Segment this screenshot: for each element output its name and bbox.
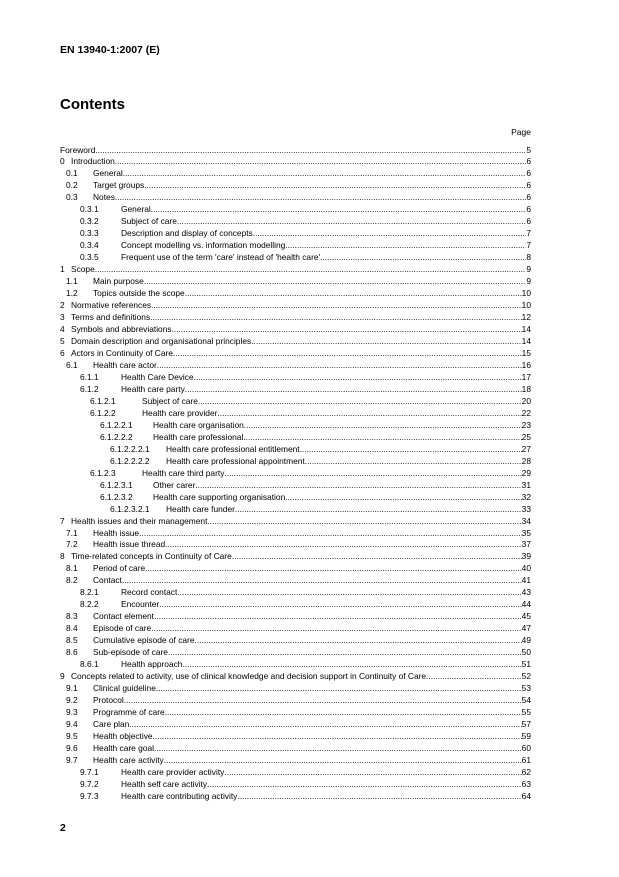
toc-entry-number: 6.1.2.3.1 [100,479,133,490]
toc-entry-number: 8.2 [66,575,78,586]
toc-leader-dots [115,192,526,204]
toc-entry-title: Subject of care [121,216,177,227]
toc-leader-dots [157,360,522,372]
toc-entry-number: 8.2.2 [80,599,99,610]
toc-leader-dots [195,480,521,492]
toc-entry-title: Health care actor [93,359,157,370]
table-of-contents [60,145,531,803]
toc-leader-dots [251,336,522,348]
toc-entry-title: Health issues and their management [71,515,208,526]
toc-entry-title: Health care party [121,383,185,394]
toc-entry-title: Programme of care [93,707,165,718]
toc-entry-title: Health care goal [93,742,154,753]
toc-leader-dots [172,324,522,336]
toc-entry-title: Target groups [93,180,145,191]
toc-entry-title: Health issue thread [93,539,166,550]
toc-entry-page: 63 [521,778,531,789]
toc-entry-number: 9.1 [66,683,78,694]
toc-entry-title: Health care activity [93,754,164,765]
toc-leader-dots [194,372,522,384]
toc-leader-dots [185,288,522,300]
toc-entry[interactable] [60,360,531,372]
toc-entry-page: 47 [521,623,531,634]
toc-entry-number: 9.7.1 [80,766,99,777]
toc-leader-dots [243,432,521,444]
toc-entry-title: Health objective [93,730,153,741]
toc-entry-title: Health issue [93,527,140,538]
toc-entry-title: Other carer [153,479,196,490]
toc-entry-page: 27 [521,443,531,454]
toc-entry-number: 6.1.2.2 [90,407,116,418]
toc-entry-number: 6.1.2.2.2.2 [110,455,150,466]
toc-entry-number: 0.3.5 [80,252,99,263]
toc-entry-number: 9.3 [66,707,78,718]
toc-entry[interactable] [60,300,531,312]
toc-entry[interactable] [60,372,531,384]
toc-entry-page: 28 [521,455,531,466]
toc-leader-dots [123,168,527,180]
toc-entry-page: 6 [526,180,531,191]
toc-entry-page: 43 [521,587,531,598]
toc-leader-dots [207,779,522,791]
toc-entry-number: 3 [60,312,65,323]
toc-leader-dots [164,755,522,767]
toc-entry-number: 5 [60,336,65,346]
toc-entry-title: Contact [93,575,122,586]
toc-leader-dots [156,683,522,695]
toc-leader-dots [232,551,522,563]
toc-entry[interactable] [60,348,531,360]
toc-entry[interactable] [60,180,531,192]
toc-entry[interactable] [60,671,531,683]
toc-entry-title: Terms and definitions [71,312,151,323]
toc-entry-page: 10 [521,288,531,299]
toc-entry[interactable] [60,312,531,324]
toc-entry-title: Symbols and abbreviations [71,324,172,335]
page-number: 2 [60,822,66,834]
toc-leader-dots [95,264,527,276]
toc-entry-number: 8.4 [66,623,78,634]
toc-entry-number: 4 [60,324,65,335]
toc-entry[interactable] [60,731,531,743]
toc-entry-title: Concept modelling vs. information modelling [121,240,286,251]
toc-entry-number: 9.2 [66,695,78,706]
toc-entry-number: 9.7.2 [80,778,99,789]
toc-entry-number: 6.1.2.2.1 [100,419,133,430]
toc-entry-number: 0.2 [66,180,78,191]
toc-entry[interactable] [60,791,531,803]
toc-entry-title: General [121,204,151,215]
toc-entry-title: Description and display of concepts [121,228,253,239]
toc-entry-page: 57 [521,719,531,729]
toc-leader-dots [95,145,526,157]
toc-entry[interactable] [60,623,531,635]
toc-leader-dots [224,767,521,779]
toc-entry-page: 54 [521,695,531,706]
toc-entry[interactable] [60,647,531,659]
toc-entry[interactable] [60,611,531,623]
toc-leader-dots [185,384,522,396]
toc-entry-page: 34 [521,515,531,526]
toc-entry-number: 6.1.2.3 [90,467,116,478]
toc-entry[interactable] [60,216,531,228]
toc-entry-page: 41 [521,575,531,586]
toc-entry[interactable] [60,156,531,168]
toc-entry[interactable] [60,504,531,516]
toc-leader-dots [244,420,522,432]
toc-leader-dots [154,743,522,755]
toc-entry-page: 40 [521,563,531,574]
toc-entry[interactable] [60,192,531,204]
page-column-label: Page [511,127,531,137]
toc-entry-number: 0 [60,156,65,167]
toc-entry-number: 7.1 [66,527,78,538]
toc-entry-number: 9.7 [66,754,78,765]
toc-entry-title: Health approach [121,659,183,670]
toc-leader-dots [207,516,521,528]
toc-entry-number: 7 [60,515,65,526]
toc-entry-number: 6.1.2.1 [90,395,116,406]
toc-entry[interactable] [60,480,531,492]
toc-entry-page: 37 [521,539,531,550]
toc-leader-dots [151,623,521,635]
toc-entry-page: 60 [521,742,531,753]
toc-entry-page: 59 [521,730,531,741]
toc-entry[interactable] [60,659,531,671]
toc-entry-page: 6 [526,192,531,203]
toc-entry-title: Actors in Continuity of Care [71,347,173,358]
toc-entry[interactable] [60,264,531,276]
toc-entry-page: 18 [521,383,531,394]
toc-leader-dots [285,240,526,252]
toc-entry[interactable] [60,444,531,456]
toc-leader-dots [139,528,522,540]
toc-entry-title: Health care contributing activity [121,790,238,801]
toc-entry-title: Contact element [93,611,154,622]
toc-entry-title: Main purpose [93,276,144,287]
toc-entry[interactable] [60,707,531,719]
toc-entry-title: Time-related concepts in Continuity of Care [71,551,232,562]
toc-entry[interactable] [60,743,531,755]
toc-leader-dots [426,671,522,683]
toc-entry[interactable] [60,168,531,180]
toc-entry-title: Cumulative episode of care [93,635,195,646]
toc-entry-number: 6.1 [66,359,78,370]
toc-entry-page: 49 [521,635,531,646]
toc-leader-dots [153,731,522,743]
toc-leader-dots [195,635,522,647]
toc-entry-page: 9 [526,264,531,275]
toc-entry-title: Subject of care [142,395,198,406]
toc-entry[interactable] [60,288,531,300]
toc-entry-page: 62 [521,766,531,777]
toc-entry-page: 44 [521,599,531,610]
toc-entry-page: 29 [521,467,531,478]
toc-entry[interactable] [60,539,531,551]
toc-leader-dots [235,504,522,516]
toc-leader-dots [145,563,522,575]
toc-entry-title: Sub-episode of care [93,647,168,658]
toc-entry[interactable] [60,683,531,695]
toc-entry-page: 7 [526,240,531,251]
toc-entry-page: 15 [521,347,531,358]
toc-entry-number: 7.2 [66,539,78,550]
toc-entry-title: Health care professional appointment [166,455,305,466]
toc-entry-number: 6.1.2.3.2.1 [110,503,150,514]
toc-entry[interactable] [60,563,531,575]
toc-entry[interactable] [60,432,531,444]
toc-entry[interactable] [60,492,531,504]
toc-entry-number: 1.2 [66,288,78,299]
toc-leader-dots [320,252,526,264]
toc-entry-title: Health Care Device [121,371,194,382]
toc-entry-title: Period of care [93,563,146,574]
toc-entry-title: General [93,168,123,179]
toc-entry[interactable] [60,324,531,336]
toc-entry-title: Normative references [71,300,152,311]
toc-entry[interactable] [60,516,531,528]
toc-leader-dots [237,791,521,803]
toc-entry-page: 22 [521,407,531,418]
toc-leader-dots [150,312,522,324]
toc-entry[interactable] [60,695,531,707]
toc-leader-dots [224,468,521,480]
toc-entry-title: Health care provider [142,407,218,418]
toc-entry-title: Health care supporting organisation [153,491,286,502]
toc-entry-title: Concepts related to activity, use of clinical knowledge and decision support in Continuity of Care [71,671,427,682]
toc-entry-title: Care plan [93,719,130,729]
toc-leader-dots [173,348,522,360]
toc-entry-page: 31 [521,479,531,490]
toc-entry-page: 6 [526,156,531,167]
toc-leader-dots [151,204,527,216]
toc-entry[interactable] [60,456,531,468]
toc-leader-dots [165,539,522,551]
toc-entry[interactable] [60,420,531,432]
toc-leader-dots [159,599,521,611]
toc-entry[interactable] [60,384,531,396]
toc-entry-number: 9.4 [66,719,78,729]
toc-leader-dots [253,228,527,240]
toc-entry-page: 51 [521,659,531,670]
toc-entry[interactable] [60,336,531,348]
toc-entry-number: 8.3 [66,611,78,622]
toc-entry-page: 6 [526,204,531,215]
toc-entry[interactable] [60,779,531,791]
toc-entry-number: 1.1 [66,276,78,287]
toc-entry[interactable] [60,228,531,240]
toc-entry-number: 8.6.1 [80,659,99,670]
toc-entry-number: 6.1.1 [80,371,99,382]
toc-leader-dots [151,300,522,312]
toc-entry-number: 6 [60,347,65,358]
toc-entry-page: 55 [521,707,531,718]
toc-entry-number: 9.6 [66,742,78,753]
toc-leader-dots [177,587,521,599]
toc-entry-title: Topics outside the scope [93,288,185,299]
toc-leader-dots [198,396,522,408]
toc-leader-dots [182,659,521,671]
toc-entry-page: 16 [521,359,531,370]
toc-entry-page: 61 [521,754,531,765]
toc-leader-dots [217,408,521,420]
toc-entry-title: Domain description and organisational principles [71,336,252,346]
toc-entry-number: 0.3.4 [80,240,99,251]
toc-leader-dots [122,575,522,587]
toc-entry[interactable] [60,755,531,767]
toc-entry-page: 5 [526,144,531,155]
toc-entry-number: 0.3.1 [80,204,99,215]
toc-entry[interactable] [60,551,531,563]
toc-entry-title: Health care third party [142,467,225,478]
toc-entry-number: 8.2.1 [80,587,99,598]
toc-entry-number: 8.1 [66,563,78,574]
toc-entry[interactable] [60,767,531,779]
toc-entry-page: 7 [526,228,531,239]
toc-entry-number: 9.5 [66,730,78,741]
toc-entry[interactable] [60,719,531,731]
toc-entry-number: 6.1.2.2.2.1 [110,443,150,454]
toc-entry[interactable] [60,468,531,480]
toc-entry[interactable] [60,145,531,157]
toc-entry-title: Health care organisation [153,419,244,430]
document-id: EN 13940-1:2007 (E) [60,44,160,56]
toc-entry-number: 2 [60,300,65,311]
toc-entry-title: Frequent use of the term 'care' instead of 'health care' [121,252,321,263]
toc-entry[interactable] [60,575,531,587]
toc-entry-number: 9 [60,671,65,682]
toc-leader-dots [144,276,527,288]
toc-entry[interactable] [60,599,531,611]
toc-leader-dots [177,216,526,228]
toc-entry-page: 14 [521,336,531,346]
toc-entry-number: 9.7.3 [80,790,99,801]
page-title: Contents [60,96,125,113]
toc-entry-page: 6 [526,216,531,227]
toc-entry-page: 17 [521,371,531,382]
toc-entry-title: Clinical guideline [93,683,156,694]
toc-entry-title: Health care provider activity [121,766,225,777]
toc-entry[interactable] [60,528,531,540]
toc-entry[interactable] [60,204,531,216]
toc-entry-title: Record contact [121,587,178,598]
toc-entry-number: 0.3 [66,192,78,203]
toc-entry[interactable] [60,587,531,599]
toc-entry-page: 14 [521,324,531,335]
toc-leader-dots [300,444,522,456]
toc-entry-title: Encounter [121,599,160,610]
toc-entry-number: 8.6 [66,647,78,658]
toc-entry-page: 50 [521,647,531,658]
toc-entry-page: 45 [521,611,531,622]
toc-entry-page: 12 [521,312,531,323]
toc-entry-number: 0.1 [66,168,78,179]
toc-entry[interactable] [60,635,531,647]
toc-entry-page: 35 [521,527,531,538]
toc-entry-page: 53 [521,683,531,694]
toc-leader-dots [115,156,527,168]
toc-leader-dots [168,647,522,659]
toc-leader-dots [165,707,522,719]
toc-entry-page: 33 [521,503,531,514]
toc-entry-page: 6 [526,168,531,179]
toc-entry-page: 39 [521,551,531,562]
toc-entry[interactable] [60,276,531,288]
toc-entry[interactable] [60,240,531,252]
toc-entry-page: 9 [526,276,531,287]
toc-leader-dots [129,719,521,731]
toc-entry-page: 25 [521,431,531,442]
toc-entry[interactable] [60,396,531,408]
toc-leader-dots [124,695,522,707]
toc-entry-number: 8.5 [66,635,78,646]
toc-entry-number: 1 [60,264,65,275]
toc-leader-dots [285,492,521,504]
toc-leader-dots [154,611,522,623]
toc-leader-dots [144,180,526,192]
toc-entry-title: Introduction [71,156,115,167]
toc-entry-page: 8 [526,252,531,263]
toc-entry-title: Episode of care [93,623,152,634]
toc-entry-number: 6.1.2.3.2 [100,491,133,502]
toc-entry-title: Foreword [60,144,96,155]
toc-entry-page: 52 [521,671,531,682]
toc-entry-title: Health self care activity [121,778,208,789]
toc-entry-page: 32 [521,491,531,502]
toc-entry[interactable] [60,408,531,420]
toc-entry-title: Health care professional [153,431,244,442]
toc-leader-dots [305,456,522,468]
toc-entry-number: 8 [60,551,65,562]
toc-entry-number: 0.3.2 [80,216,99,227]
toc-entry-title: Health care funder [166,503,235,514]
toc-entry-title: Scope [71,264,95,275]
toc-entry[interactable] [60,252,531,264]
toc-entry-page: 10 [521,300,531,311]
toc-entry-title: Health care professional entitlement [166,443,300,454]
toc-entry-page: 20 [521,395,531,406]
toc-entry-number: 6.1.2.2.2 [100,431,133,442]
toc-entry-number: 0.3.3 [80,228,99,239]
toc-entry-number: 6.1.2 [80,383,99,394]
toc-entry-title: Protocol [93,695,124,706]
toc-entry-page: 23 [521,419,531,430]
toc-entry-page: 64 [521,790,531,801]
toc-entry-title: Notes [93,192,115,203]
